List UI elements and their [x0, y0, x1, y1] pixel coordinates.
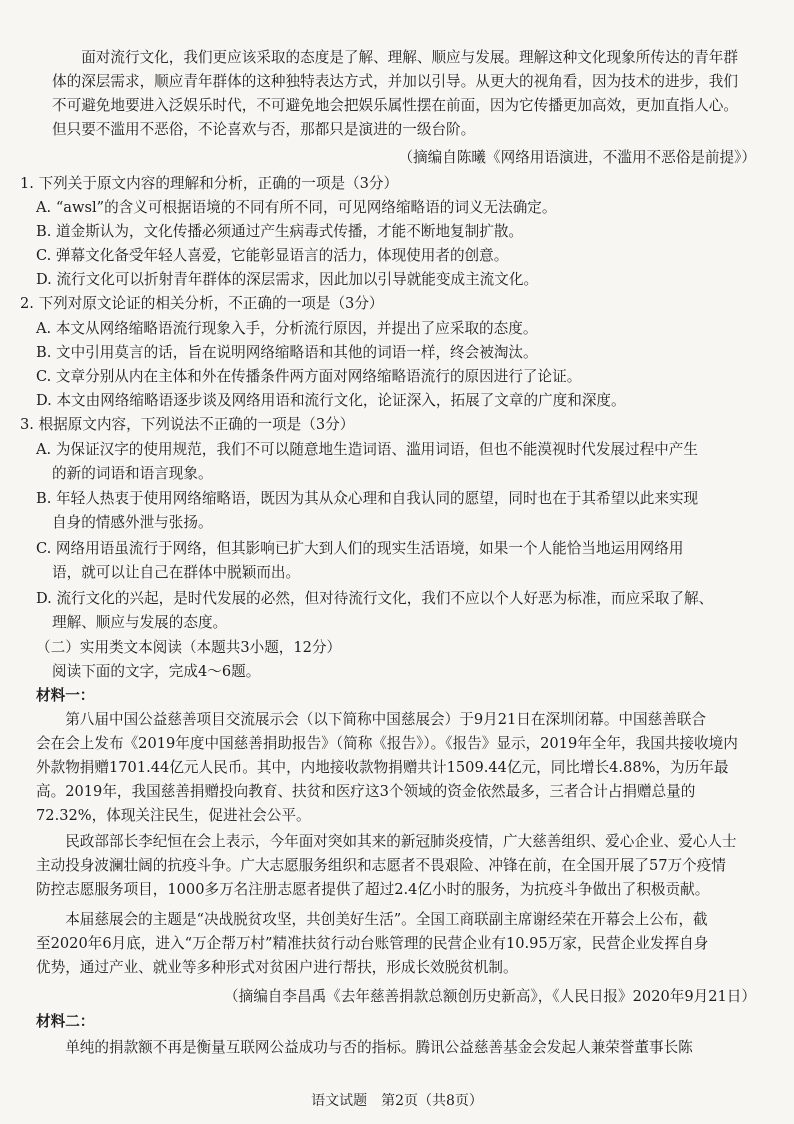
option-text: D. 流行文化的兴起，是时代发展的必然，但对待流行文化，我们不应以个人好恶为标准，而应采取了解、	[36, 590, 714, 607]
question-1-stem: 1. 下列关于原文内容的理解和分析，正确的一项是（3分）	[20, 175, 399, 192]
question-3-stem: 3. 根据原文内容，下列说法不正确的一项是（3分）	[20, 416, 355, 433]
passage-line: 面对流行文化，我们更应该采取的态度是了解、理解、顺应与发展。理解这种文化现象所传达的青年群	[81, 49, 738, 66]
option-text-continued: 的新的词语和语言现象。	[52, 465, 213, 482]
material-line: 优势，通过产业、就业等多种形式对贫困户进行帮扶，形成长效脱贫机制。	[36, 959, 518, 976]
material-line: 主动投身波澜壮阔的抗疫斗争。广大志愿服务组织和志愿者不畏艰险、冲锋在前，在全国开展了57万个疫情	[36, 857, 726, 874]
option-text: D. 本文由网络缩略语逐步谈及网络用语和流行文化，论证深入，拓展了文章的广度和深度。	[36, 392, 626, 409]
question-3-option-c	[36, 537, 756, 585]
question-3-option-d	[36, 587, 756, 635]
material-1-source: （摘编自李昌禹《去年慈善捐款总额创历史新高》，《人民日报》2020年9月21日）	[224, 988, 756, 1005]
page-footer: 语文试题 第2页（共8页）	[311, 1093, 483, 1109]
section-2-title: （二）实用类文本阅读（本题共3小题，12分）	[36, 639, 342, 656]
material-line: 本届慈展会的主题是“决战脱贫攻坚，共创美好生活”。全国工商联副主席谢经荣在开幕会上公布，截	[65, 911, 708, 928]
option-text-continued: 自身的情感外泄与张扬。	[52, 514, 213, 531]
material-line: 至2020年6月底，进入“万企帮万村”精准扶贫行动台账管理的民营企业有10.95万家，民营企业发挥自身	[36, 935, 709, 952]
option-text: B. 年轻人热衷于使用网络缩略语，既因为其从众心理和自我认同的愿望，同时也在于其希望以此来实现	[36, 490, 699, 507]
material-1-paragraph-1	[36, 708, 756, 828]
question-2-option-c	[36, 365, 756, 389]
option-text: C. 弹幕文化备受年轻人喜爱，它能彰显语言的活力，体现使用者的创意。	[36, 247, 509, 264]
option-text: A. 本文从网络缩略语流行现象入手，分析流行原因，并提出了应采取的态度。	[36, 320, 538, 337]
material-line: 单纯的捐款额不再是衡量互联网公益成功与否的指标。腾讯公益慈善基金会发起人兼荣誉董事长陈	[65, 1039, 693, 1056]
material-1-title: 材料一：	[36, 687, 95, 704]
material-1-paragraph-2	[36, 830, 756, 902]
question-1-option-c	[36, 244, 756, 268]
section-2-instruction: 阅读下面的文字，完成4～6题。	[52, 663, 261, 680]
material-line: 外款物捐赠1701.44亿元人民币。其中，内地接收款物捐赠共计1509.44亿元，同比增长4.88%，为历年最	[36, 759, 729, 776]
option-text: C. 文章分别从内在主体和外在传播条件两方面对网络缩略语流行的原因进行了论证。	[36, 368, 582, 385]
option-text: A. 为保证汉字的使用规范，我们不可以随意地生造词语、滥用词语，但也不能漠视时代发展过程中产生	[36, 441, 698, 458]
option-text: C. 网络用语虽流行于网络，但其影响已扩大到人们的现实生活语境，如果一个人能恰当地运用网络用	[36, 540, 684, 557]
material-line: 72.32%，体现关注民生，促进社会公平。	[36, 807, 311, 824]
material-1-paragraph-3	[36, 908, 756, 980]
question-3-option-b	[36, 487, 756, 535]
question-2-option-b	[36, 341, 756, 365]
material-line: 会在会上发布《2019年度中国慈善捐助报告》（简称《报告》）。《报告》显示，2019年全年，我国共接收境内	[36, 735, 738, 752]
passage-line: 但只要不滥用不恶俗，不论喜欢与否，那都只是演进的一级台阶。	[52, 121, 476, 138]
question-2-stem: 2. 下列对原文论证的相关分析，不正确的一项是（3分）	[20, 295, 384, 312]
passage-line: 体的深层需求，顺应青年群体的这种独特表达方式，并加以引导。从更大的视角看，因为技术的进步，我们	[52, 73, 738, 90]
question-1-option-b	[36, 220, 756, 244]
material-2-title: 材料二：	[36, 1013, 95, 1030]
question-2-option-a	[36, 317, 756, 341]
material-line: 防控志愿服务项目，1000多万名注册志愿者提供了超过2.4亿小时的服务，为抗疫斗争做出了积极贡献。	[36, 881, 710, 898]
passage-line: 不可避免地要进入泛娱乐时代，不可避免地会把娱乐属性摆在前面，因为它传播更加高效，更加直指人心。	[52, 97, 738, 114]
source-citation-top: （摘编自陈曦《网络用语演进，不滥用不恶俗是前提》）	[398, 149, 756, 166]
option-text: B. 道金斯认为，文化传播必须通过产生病毒式传播，才能不断地复制扩散。	[36, 223, 524, 240]
material-line: 高。2019年，我国慈善捐赠投向教育、扶贫和医疗这3个领域的资金依然最多，三者合计占捐赠总量的	[36, 783, 696, 800]
option-text-continued: 语，就可以让自己在群体中脱颖而出。	[52, 564, 301, 581]
question-1-option-d	[36, 268, 756, 292]
passage-top	[52, 46, 752, 142]
material-line: 第八届中国公益慈善项目交流展示会（以下简称中国慈展会）于9月21日在深圳闭幕。中国慈善联合	[65, 711, 706, 728]
option-text: A. “awsl”的含义可根据语境的不同有所不同，可见网络缩略语的词义无法确定。	[36, 199, 557, 216]
option-text: B. 文中引用莫言的话，旨在说明网络缩略语和其他的词语一样，终会被淘汰。	[36, 344, 538, 361]
material-2-paragraph	[36, 1036, 756, 1060]
question-2-option-d	[36, 389, 756, 413]
question-1-option-a	[36, 196, 756, 220]
question-3-option-a	[36, 438, 756, 486]
option-text: D. 流行文化可以折射青年群体的深层需求，因此加以引导就能变成主流文化。	[36, 271, 539, 288]
option-text-continued: 理解、顺应与发展的态度。	[52, 614, 228, 631]
material-line: 民政部部长李纪恒在会上表示，今年面对突如其来的新冠肺炎疫情，广大慈善组织、爱心企业、爱心人士	[65, 833, 737, 850]
